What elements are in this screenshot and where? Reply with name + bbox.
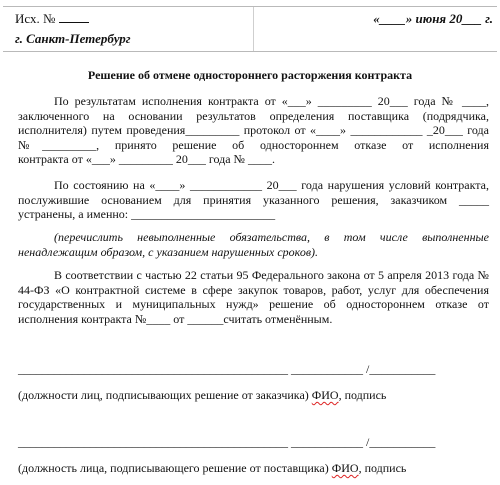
outgoing-number-blank [59,11,89,23]
document-date: «____» июня 20___ г. [373,11,493,26]
paragraph-line: послужившие основанием для принятия указанного решения, заказчиком _____ [18,192,489,207]
paragraph-line: заключенного на основании результатов определения поставщика (подрядчика, [18,108,489,123]
caption-text: (должности лиц, подписывающих решение от заказчика) [18,388,312,402]
caption-fio: ФИО [311,388,339,402]
outgoing-label: Исх. № [15,11,56,26]
paragraph-results [18,94,489,167]
paragraph-law [18,268,489,326]
paragraph-line: По состоянию на «____» ____________ 20___ года нарушения условий контракта, [54,178,489,192]
city-label: г. Санкт-Петербург [15,31,131,46]
paragraph-instructions [18,230,489,259]
caption-text: (должность лица, подписывающего решение от поставщика) [18,461,332,475]
paragraph-line: контракта от «___» _________ 20___ года № ____. [18,152,275,166]
paragraph-line: По результатам исполнения контракта от «___» _________ 20___ года № ____, [54,94,489,108]
caption-fio: ФИО [331,461,359,475]
paragraph-line: (перечислить невыполненные обязательства, в том числе выполненные [54,230,489,244]
supplier-signature-line: _____________________________________________ ____________ /___________ [18,435,436,449]
header-divider [253,7,254,51]
document-title: Решение об отмене одностороннего расторжения контракта [87,68,413,82]
paragraph-line: исполнителя) путем проведения_________ протокол от «____» ____________ _20___ года [18,123,489,137]
paragraph-line: В соответствии с частью 22 статьи 95 Федерального закона от 5 апреля 2013 года № [54,268,489,282]
paragraph-line: ненадлежащим образом, с указанием нарушенных сроков). [18,244,319,259]
paragraph-status [18,178,489,222]
paragraph-line: №_________, принято решение об одностороннем отказе от исполнения [18,137,489,152]
header-table [3,6,497,52]
customer-signature-caption [18,388,386,403]
paragraph-line: устранены, а именно: ________________________ [18,207,276,221]
outgoing-number [15,11,89,27]
caption-text: , подпись [358,461,407,475]
paragraph-line: исполнения контракта №____ от ______считать отменённым. [18,311,333,326]
paragraph-line: 44-ФЗ «О контрактной системе в сфере закупок товаров, работ, услуг для обеспечения [18,282,489,297]
paragraph-line: государственных и муниципальных нужд» решение об одностороннем отказе от [18,297,489,311]
supplier-signature-caption [18,461,406,476]
customer-signature-line: _____________________________________________ ____________ /___________ [18,362,436,376]
caption-text: , подпись [338,388,387,402]
